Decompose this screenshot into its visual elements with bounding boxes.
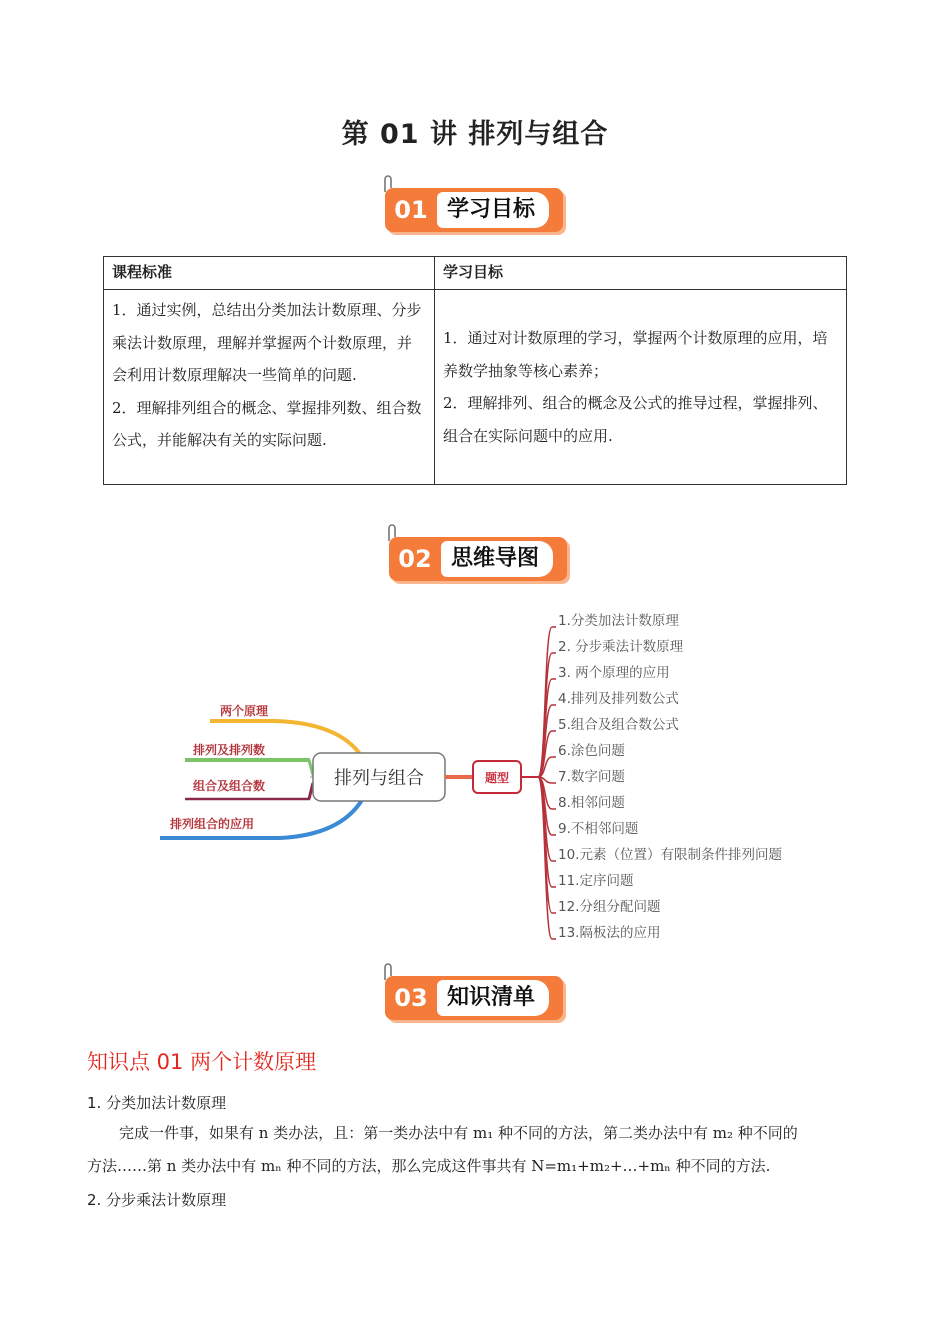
mindmap-item: 5.组合及组合数公式 (558, 717, 679, 733)
mindmap-item: 6.涂色问题 (558, 743, 625, 759)
left-branch-label: 组合及组合数 (193, 779, 266, 793)
item-list (558, 612, 782, 941)
mindmap-item: 3. 两个原理的应用 (558, 665, 670, 681)
center-node-label: 排列与组合 (334, 768, 424, 789)
mindmap-item: 7.数字问题 (558, 769, 625, 785)
mindmap-item: 11.定序问题 (558, 873, 634, 889)
page-title: 第 01 讲 排列与组合 (341, 119, 609, 150)
left-branch-label: 排列及排列数 (193, 743, 266, 757)
mindmap-item: 10.元素（位置）有限制条件排列问题 (558, 847, 782, 863)
mindmap-item: 9.不相邻问题 (558, 821, 639, 837)
section-label: 思维导图 (441, 541, 553, 577)
mindmap-item: 2. 分步乘法计数原理 (558, 639, 684, 655)
section-label: 知识清单 (437, 980, 549, 1016)
knowledge-point-title: 知识点 01 两个计数原理 (87, 1050, 317, 1074)
section-badge-goals (385, 176, 567, 222)
section-number: 02 (398, 545, 432, 573)
mind-map (150, 605, 830, 950)
left-branch-label: 排列组合的应用 (170, 817, 255, 831)
mindmap-item: 12.分组分配问题 (558, 899, 661, 915)
mindmap-item: 13.隔板法的应用 (558, 925, 661, 941)
standard-text: 1．通过实例，总结出分类加法计数原理、分步乘法计数原理，理解并掌握两个计数原理，并会利用计数原理解决一些简单的问题. 2．理解排列组合的概念、掌握排列数、组合数公式，并能解决有关的实际问题. (112, 301, 422, 449)
paragraph-line: 方法……第 n 类办法中有 mₙ 种不同的方法，那么完成这件事共有 N=m₁+m₂+…+mₙ 种不同的方法. (87, 1157, 771, 1175)
section-number: 01 (394, 196, 428, 224)
subheading: 1. 分类加法计数原理 (87, 1094, 227, 1112)
mindmap-item: 8.相邻问题 (558, 795, 625, 811)
hub-node-label: 题型 (484, 771, 510, 785)
mindmap-item: 1.分类加法计数原理 (558, 613, 679, 629)
mindmap-item: 4.排列及排列数公式 (558, 691, 679, 707)
section-number: 03 (394, 984, 428, 1012)
section-badge-mindmap (389, 525, 571, 571)
subheading: 2. 分步乘法计数原理 (87, 1191, 227, 1209)
table-header-goal: 学习目标 (435, 257, 847, 290)
goal-text: 1．通过对计数原理的学习，掌握两个计数原理的应用，培养数学抽象等核心素养； 2．理解排列、组合的概念及公式的推导过程，掌握排列、组合在实际问题中的应用. (443, 329, 828, 445)
section-badge-knowledge (385, 964, 567, 1010)
left-branch-label: 两个原理 (220, 704, 269, 718)
paragraph-line: 完成一件事，如果有 n 类办法，且：第一类办法中有 m₁ 种不同的方法，第二类办法中有 m₂ 种不同的 (119, 1124, 798, 1142)
section-label: 学习目标 (437, 192, 549, 228)
item-connectors (538, 627, 556, 939)
goals-table (103, 256, 847, 485)
item-connector (538, 653, 556, 777)
table-header-standard: 课程标准 (104, 257, 435, 290)
